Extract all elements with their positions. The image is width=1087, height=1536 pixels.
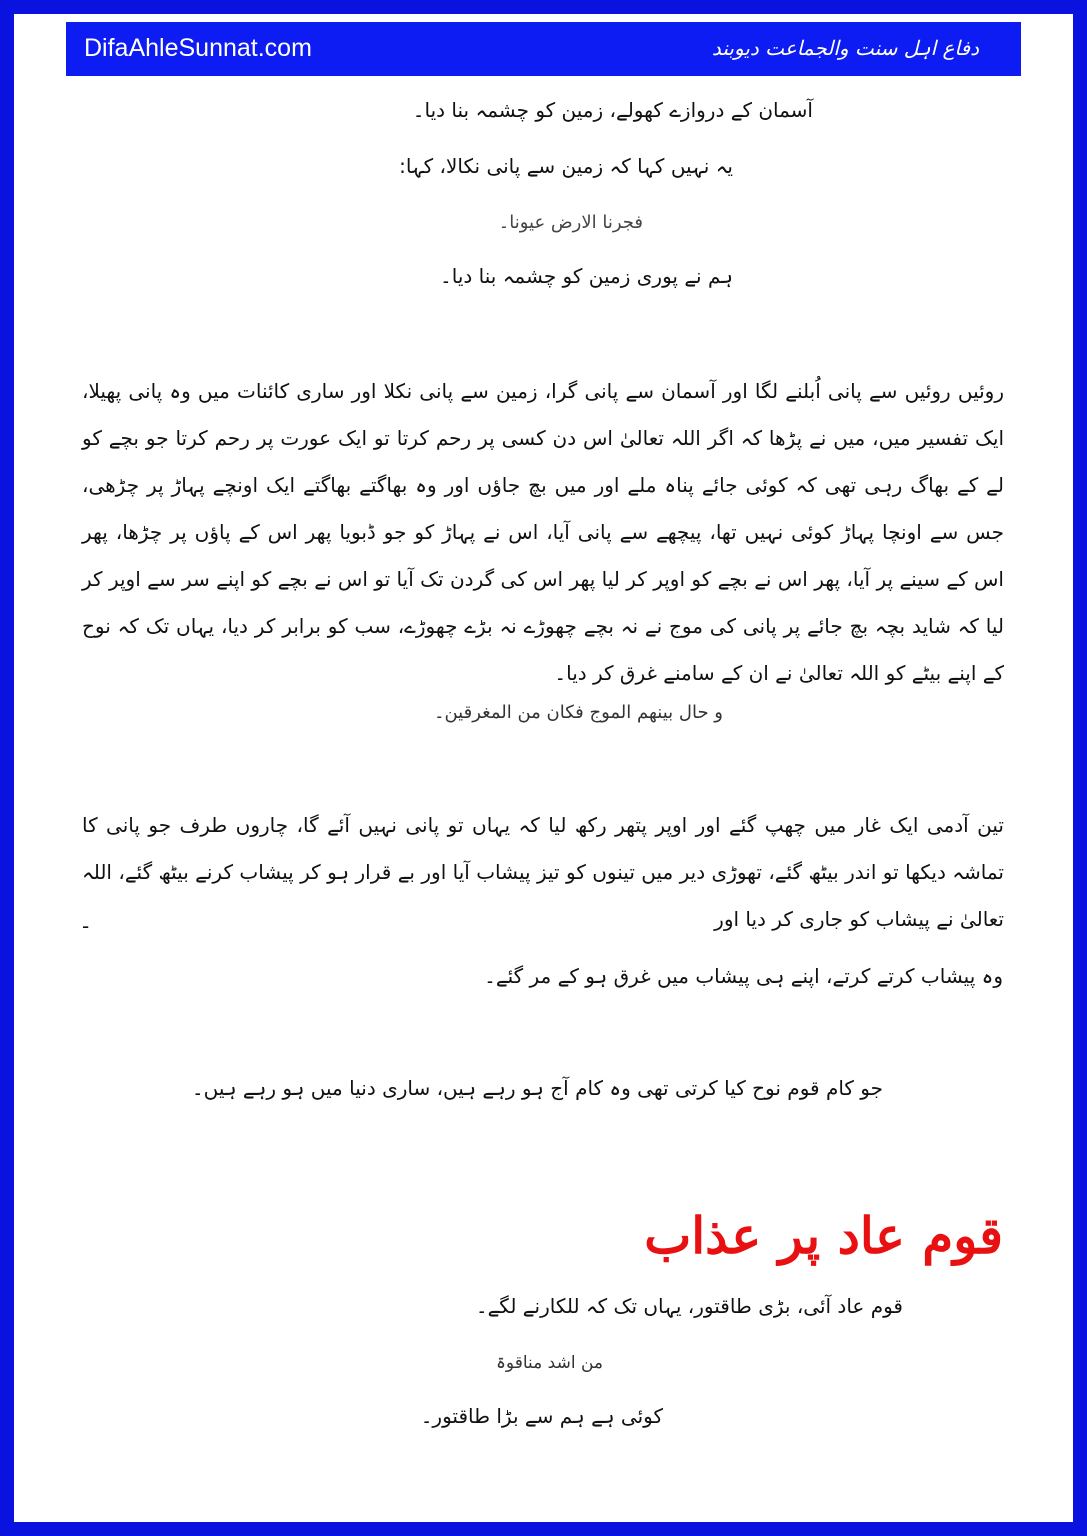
- arabic-verse-1: فجرنا الارض عیونا۔: [498, 212, 643, 233]
- text-line-3: ہم نے پوری زمین کو چشمہ بنا دیا۔: [440, 264, 733, 288]
- page: [14, 14, 1073, 1522]
- arabic-verse-3: من اشد مناقوۃ: [495, 1353, 603, 1373]
- dash-mark: -: [82, 914, 90, 938]
- text-line-5: جو کام قوم نوح کیا کرتی تھی وہ کام آج ہو رہے ہیں، ساری دنیا میں ہو رہے ہیں۔: [191, 1076, 883, 1100]
- text-line-2: یہ نہیں کہا کہ زمین سے پانی نکالا، کہا:: [399, 154, 733, 178]
- paragraph-1: روئیں روئیں سے پانی اُبلنے لگا اور آسمان سے پانی گرا، زمین سے پانی نکلا اور ساری کائنات میں وہ پانی پھیلا، ایک تفسیر میں، میں نے پڑھا کہ اگر اللہ تعالیٰ اس دن کسی پر رحم کرتا تو ایک عورت پر رحم کرتا جو بچے کو لے کے بھاگ رہی تھی کہ کوئی جائے پناہ ملے اور میں بچ جاؤں اور وہ بھاگتے بھاگتے ایک اونچے پہاڑ پر چڑھی، جس سے اونچا پہاڑ کوئی نہیں تھا، پیچھے سے پانی آیا، اس نے پہاڑ کو جو ڈبویا پھر اس کے پاؤں پر چڑھا، پھر اس کے سینے پر آیا، پھر اس نے بچے کو اوپر کر لیا پھر اس کی گردن تک آیا تو اس نے بچے کو اپنے سر سے اوپر کر لیا کہ شاید بچہ بچ جائے پر پانی کی موج نے نہ بچے چھوڑے نہ بڑے چھوڑے، سب کو برابر کر دیا، یہاں تک کہ نوح کے اپنے بیٹے کو اللہ تعالیٰ نے ان کے سامنے غرق کر دیا۔: [82, 379, 1004, 685]
- site-link[interactable]: DifaAhleSunnat.com: [84, 34, 312, 62]
- text-line-1: آسمان کے دروازے کھولے، زمین کو چشمہ بنا دیا۔: [412, 98, 813, 122]
- section-heading: قوم عاد پر عذاب: [644, 1206, 1003, 1265]
- text-line-4: وہ پیشاب کرتے کرتے، اپنے ہی پیشاب میں غرق ہو کے مر گئے۔: [484, 964, 1003, 988]
- header-title: دفاع اہل سنت والجماعت دیوبند: [711, 36, 979, 60]
- paragraph-2: تین آدمی ایک غار میں چھپ گئے اور اوپر پتھر رکھ لیا کہ یہاں تو پانی نہیں آئے گا، چاروں طرف جو پانی کا تماشہ دیکھا تو اندر بیٹھ گئے، تھوڑی دیر میں تینوں کو تیز پیشاب آیا اور بے قرار ہو کر پیشاب کرنے بیٹھ گئے، اللہ تعالیٰ نے پیشاب کو جاری کر دیا اور: [82, 813, 1004, 931]
- text-line-6: قوم عاد آئی، بڑی طاقتور، یہاں تک کہ للکارنے لگے۔: [475, 1294, 903, 1318]
- text-line-7: کوئی ہے ہم سے بڑا طاقتور۔: [420, 1404, 663, 1428]
- header-bar: [66, 22, 1021, 76]
- arabic-verse-2: و حال بینھم الموج فکان من المغرقین۔: [433, 702, 723, 723]
